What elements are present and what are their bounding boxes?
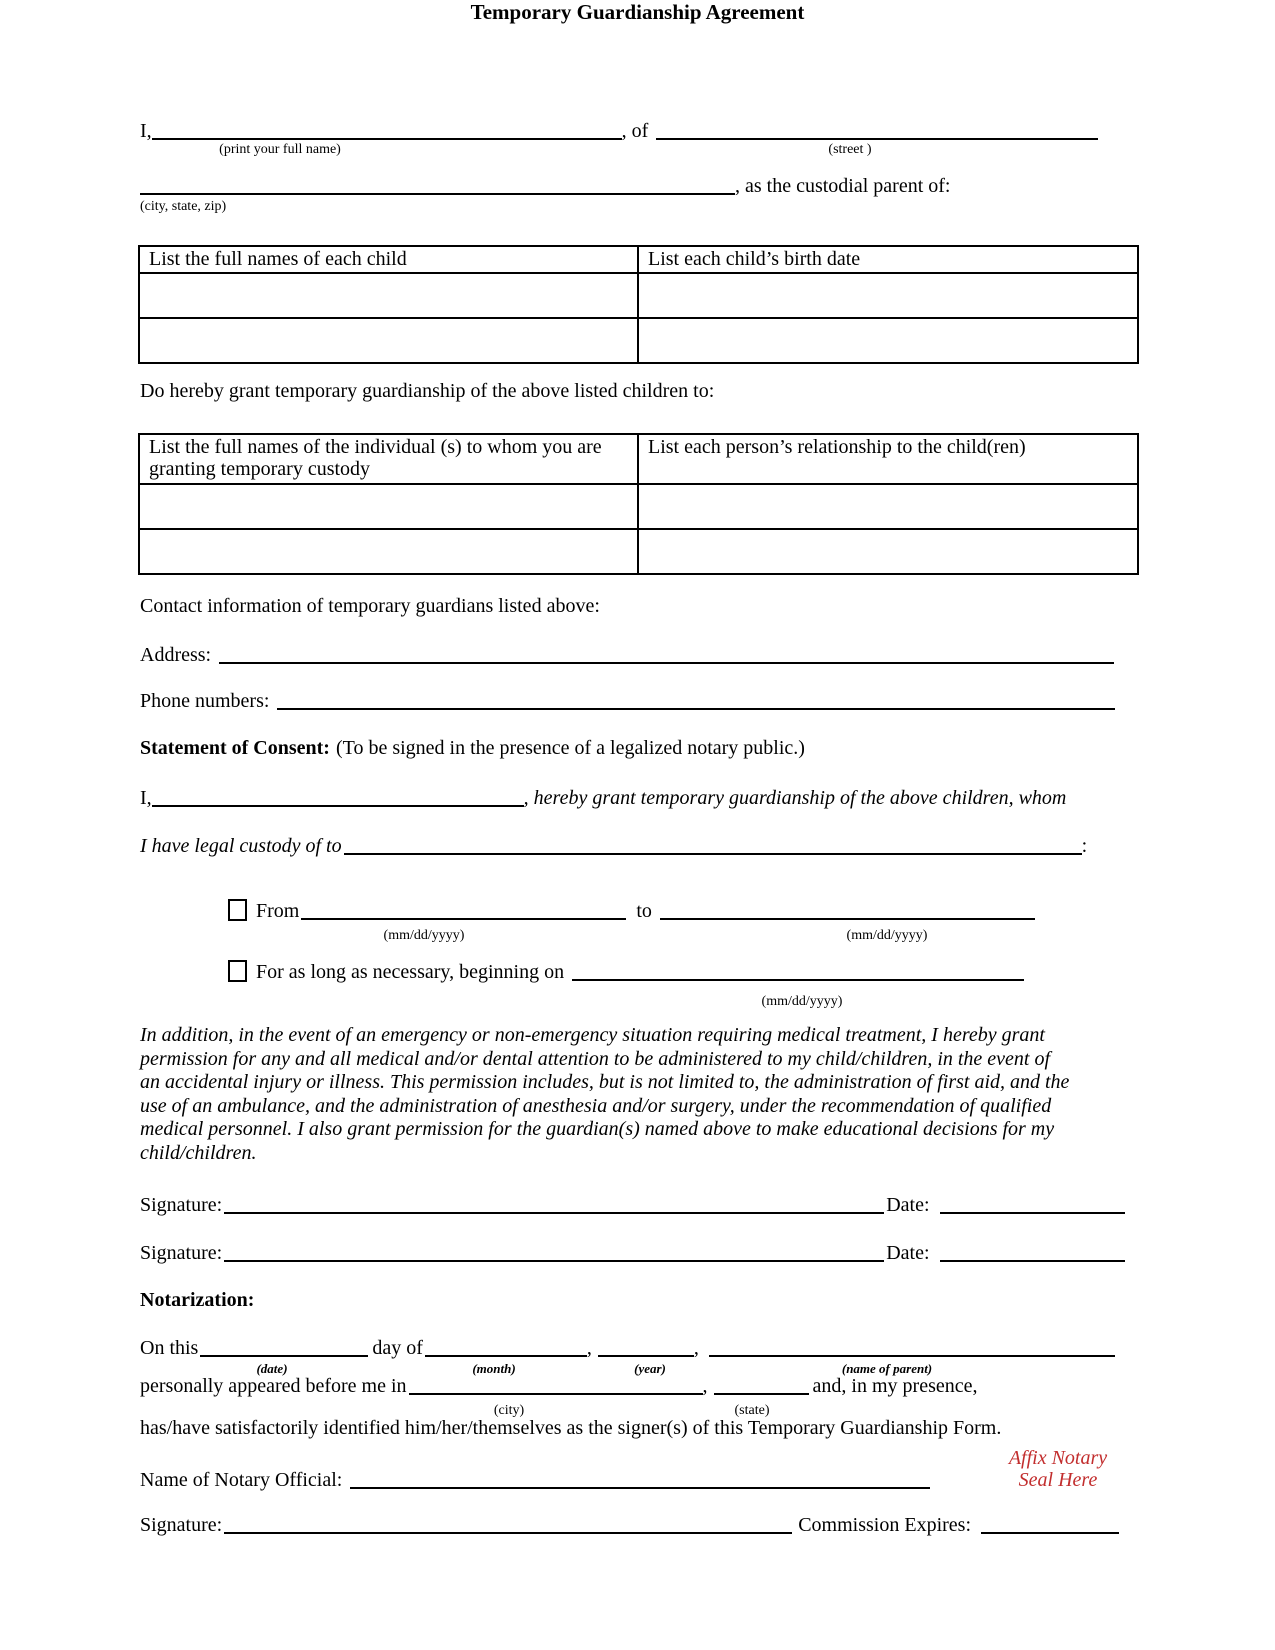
children-table-col1-header: List the full names of each child	[139, 246, 638, 273]
notary-signature-row	[140, 1514, 1119, 1537]
notary-name-label: Name of Notary Official:	[140, 1469, 343, 1491]
children-table-col2-header: List each child’s birth date	[638, 246, 1138, 273]
notary-parent-name-line[interactable]	[709, 1341, 1115, 1357]
phone-label: Phone numbers:	[140, 690, 270, 712]
identified-text: has/have satisfactorily identified him/her/themselves as the signer(s) of this Temporary Guardianship Form.	[140, 1417, 1002, 1439]
guardian-name-cell[interactable]	[139, 484, 638, 529]
paragraph-line: an accidental injury or illness. This permission includes, but is not limited to, the administration of first aid, and the	[140, 1071, 1070, 1094]
phone-row	[140, 690, 1115, 713]
signature-label: Signature:	[140, 1194, 223, 1216]
paragraph-line: use of an ambulance, and the administration of anesthesia and/or surgery, under the recommendation of qualified	[140, 1094, 1052, 1117]
duration-option-label: For as long as necessary, beginning on	[256, 961, 565, 983]
custody-colon: :	[1081, 835, 1088, 857]
from-date-line[interactable]	[301, 904, 626, 920]
notary-state-line[interactable]	[714, 1379, 809, 1395]
notary-year-line[interactable]	[598, 1341, 694, 1357]
address-row	[140, 644, 1114, 667]
notary-date-row	[140, 1337, 1115, 1360]
presence-text: and, in my presence,	[812, 1375, 978, 1397]
signature-row-2	[140, 1242, 1125, 1265]
date-label: Date:	[886, 1242, 930, 1264]
child-name-cell[interactable]	[139, 318, 638, 363]
guardians-table-col2-header: List each person’s relationship to the child(ren)	[638, 434, 1138, 484]
custody-clause: I have legal custody of to	[140, 835, 342, 857]
guardian-name-cell[interactable]	[139, 529, 638, 574]
comma: ,	[586, 1337, 592, 1359]
notary-date-line[interactable]	[200, 1341, 368, 1357]
to-label: to	[636, 900, 652, 922]
commission-expires-line[interactable]	[981, 1518, 1119, 1534]
address-label: Address:	[140, 644, 212, 666]
seal-note-line2: Seal Here	[1018, 1469, 1098, 1491]
duration-checkbox[interactable]	[228, 960, 247, 982]
child-birthdate-cell[interactable]	[638, 318, 1138, 363]
notary-seal-note	[983, 1447, 1133, 1491]
notary-name-line[interactable]	[350, 1473, 930, 1489]
seal-note-line1: Affix Notary	[1008, 1447, 1108, 1469]
intro-of-label: , of	[621, 120, 649, 142]
consent-grant-clause: , hereby grant temporary guardianship of the above children, whom	[523, 787, 1067, 809]
beginning-date-line[interactable]	[572, 965, 1024, 981]
duration-row	[228, 960, 1024, 984]
date-line-1[interactable]	[940, 1198, 1125, 1214]
on-this-label: On this	[140, 1337, 199, 1359]
date-label: Date:	[886, 1194, 930, 1216]
city-state-zip-line[interactable]	[140, 179, 735, 195]
custody-grantee-line[interactable]	[344, 839, 1082, 855]
page-title: Temporary Guardianship Agreement	[470, 0, 805, 24]
from-to-row	[228, 899, 1035, 923]
appeared-text: personally appeared before me in	[140, 1375, 407, 1397]
custodial-parent-text: , as the custodial parent of:	[735, 175, 951, 197]
to-date-line[interactable]	[660, 904, 1035, 920]
paragraph-line: In addition, in the event of an emergency or non-emergency situation requiring medical treatment, I hereby grant	[140, 1024, 1045, 1046]
notary-name-row	[140, 1469, 930, 1492]
consent-heading-note: (To be signed in the presence of a legalized notary public.)	[335, 737, 805, 759]
day-of-label: day of	[372, 1337, 423, 1359]
parent-name-hint: (name of parent)	[841, 1361, 933, 1376]
child-name-cell[interactable]	[139, 273, 638, 318]
signature-line-2[interactable]	[224, 1246, 884, 1262]
contact-heading: Contact information of temporary guardians listed above:	[140, 595, 600, 617]
consent-heading-row	[140, 737, 805, 760]
consent-i-label: I,	[140, 787, 152, 809]
signature-label: Signature:	[140, 1514, 223, 1536]
consent-heading-bold: Statement of Consent:	[140, 737, 330, 759]
notary-signature-line[interactable]	[224, 1518, 792, 1534]
comma: ,	[702, 1375, 708, 1397]
beginning-date-format-hint: (mm/dd/yyyy)	[761, 994, 843, 1009]
date-hint: (date)	[256, 1361, 288, 1376]
print-name-hint: (print your full name)	[219, 142, 341, 157]
from-to-checkbox[interactable]	[228, 899, 247, 921]
commission-label: Commission Expires:	[798, 1514, 972, 1536]
intro-name-street-row	[140, 120, 1098, 143]
to-date-format-hint: (mm/dd/yyyy)	[846, 928, 928, 943]
custody-row	[140, 835, 1087, 858]
guardian-relationship-cell[interactable]	[638, 484, 1138, 529]
intro-i-label: I,	[140, 120, 152, 142]
children-table	[138, 245, 1139, 364]
notary-month-line[interactable]	[425, 1341, 587, 1357]
guardians-table	[138, 433, 1139, 575]
signature-row-1	[140, 1194, 1125, 1217]
paragraph-line: medical personnel. I also grant permission for the guardian(s) named above to make educational decisions for my	[140, 1118, 1055, 1141]
street-hint: (street )	[828, 142, 872, 157]
signature-line-1[interactable]	[224, 1198, 884, 1214]
date-line-2[interactable]	[940, 1246, 1125, 1262]
notary-appeared-row	[140, 1375, 978, 1398]
from-date-format-hint: (mm/dd/yyyy)	[383, 928, 465, 943]
paragraph-line: permission for any and all medical and/or dental attention to be administered to my child/children, in the event of	[140, 1047, 1051, 1070]
notarization-heading: Notarization:	[140, 1289, 255, 1311]
year-hint: (year)	[634, 1361, 666, 1376]
street-line[interactable]	[656, 124, 1098, 140]
city-hint: (city)	[493, 1403, 525, 1418]
grant-statement: Do hereby grant temporary guardianship of the above listed children to:	[140, 380, 715, 402]
month-hint: (month)	[472, 1361, 516, 1376]
intro-city-row	[140, 175, 951, 198]
parent-name-line[interactable]	[152, 124, 622, 140]
paragraph-line: child/children.	[140, 1141, 257, 1164]
consent-parent-name-line[interactable]	[152, 791, 524, 807]
signature-label: Signature:	[140, 1242, 223, 1264]
city-state-zip-hint: (city, state, zip)	[140, 199, 227, 214]
consent-name-row	[140, 787, 1066, 810]
medical-permission-paragraph	[140, 1024, 1150, 1166]
guardians-table-col1-header: List the full names of the individual (s) to whom you are granting temporary custody	[139, 434, 638, 484]
phone-line[interactable]	[277, 694, 1115, 710]
notary-city-line[interactable]	[409, 1379, 703, 1395]
comma: ,	[693, 1337, 699, 1359]
address-line[interactable]	[219, 648, 1114, 664]
guardian-relationship-cell[interactable]	[638, 529, 1138, 574]
state-hint: (state)	[734, 1403, 770, 1418]
from-label: From	[256, 900, 300, 922]
child-birthdate-cell[interactable]	[638, 273, 1138, 318]
